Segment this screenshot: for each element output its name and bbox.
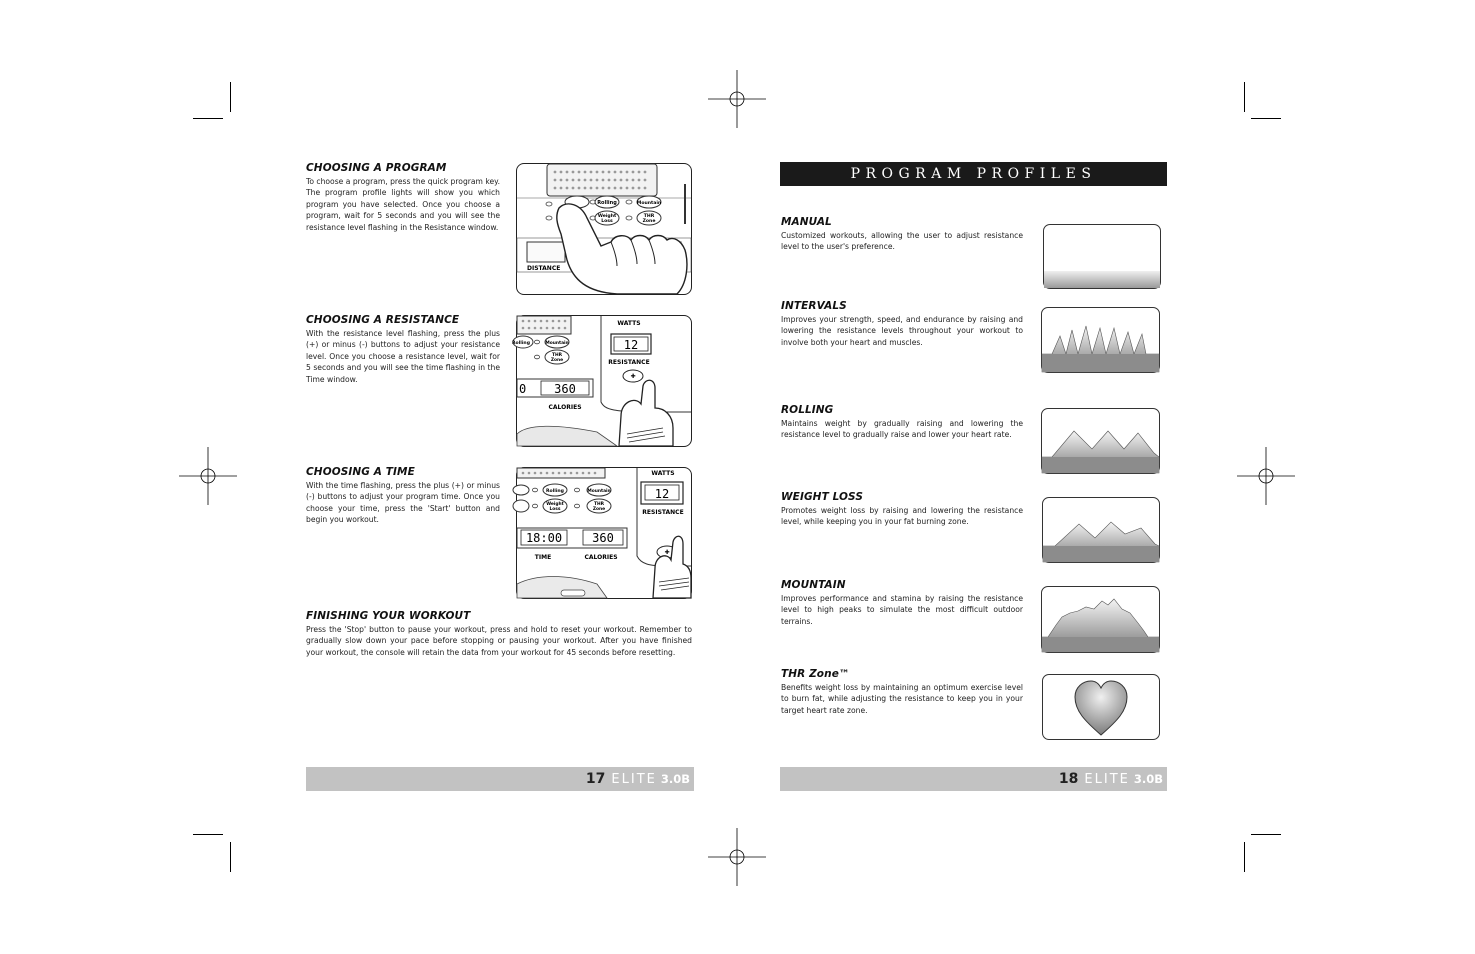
profile-heading: MOUNTAIN xyxy=(781,579,846,591)
profile-body: Improves your strength, speed, and endurance by raising and lowering the resistance levels throughout your workout to involve both your heart and muscles. xyxy=(781,315,1023,347)
weight-loss-profile-icon xyxy=(1042,497,1160,563)
console-illustration-program xyxy=(516,163,692,295)
time-label: TIME xyxy=(534,554,552,561)
registration-mark-icon xyxy=(1237,447,1295,505)
page-title: PROGRAM PROFILES xyxy=(780,162,1167,186)
profile-heading: WEIGHT LOSS xyxy=(781,491,863,503)
mountain-button-label: Mountain xyxy=(587,489,611,494)
section-choosing-time xyxy=(306,466,500,526)
watts-label: WATTS xyxy=(651,470,675,477)
footer-brand: ELITE xyxy=(611,771,657,787)
section-body: With the resistance level flashing, press the plus (+) or minus (-) buttons to adjust your resistance level. Once you choose a resistance level, wait for 5 seconds and you will see the time flashing in the Time window. xyxy=(306,329,500,384)
page-number: 18 xyxy=(1058,771,1079,787)
crop-mark xyxy=(230,842,231,872)
watts-label: WATTS xyxy=(617,320,641,327)
heart-profile-icon xyxy=(1042,674,1160,740)
profile-mountain xyxy=(781,579,1023,627)
page-number: 17 xyxy=(585,771,606,787)
profile-heading: INTERVALS xyxy=(781,300,847,312)
resistance-display: 12 xyxy=(654,487,670,501)
profile-heading: ROLLING xyxy=(781,404,834,416)
profile-intervals xyxy=(781,300,1023,348)
calories-label: CALORIES xyxy=(548,404,582,411)
zone-button-label: Zone xyxy=(592,507,606,512)
manual-profile-icon xyxy=(1043,224,1161,289)
crop-mark xyxy=(230,82,231,112)
crop-mark xyxy=(1251,118,1281,119)
crop-mark xyxy=(1244,842,1245,872)
profile-manual xyxy=(781,216,1023,253)
mountain-button-label: Mountain xyxy=(545,341,569,346)
loss-button-label: Loss xyxy=(601,219,613,224)
console-illustration-time xyxy=(516,467,692,599)
profile-body: Maintains weight by gradually raising and lowering the resistance level to gradually raise and lower your heart rate. xyxy=(781,419,1023,440)
registration-mark-icon xyxy=(708,828,766,886)
rolling-button-label: Rolling xyxy=(546,489,564,494)
section-heading: FINISHING YOUR WORKOUT xyxy=(306,610,471,622)
plus-icon: ✚ xyxy=(630,373,636,380)
loss-button-label: Loss xyxy=(549,507,561,512)
section-body: With the time flashing, press the plus (+) or minus (-) buttons to adjust your program time. Once you choose your time, press the 'Start' button and begin you workout. xyxy=(306,481,500,525)
section-heading: CHOOSING A TIME xyxy=(306,466,415,478)
left-display: 0 xyxy=(519,382,527,396)
crop-mark xyxy=(193,118,223,119)
section-body: To choose a program, press the quick program key. The program profile lights will show you which program you have selected. Once you choose a program, wait for 5 seconds and you will see the resistance level flashing in the Resistance window. xyxy=(306,177,500,232)
section-body: Press the 'Stop' button to pause your workout, press and hold to reset your workout. Remember to gradually slow down your pace before stopping or pausing your workout. After you have finished your workout, the console will retain the data from your workout for 45 seconds before resetting. xyxy=(306,625,692,657)
crop-mark xyxy=(1251,834,1281,835)
mountain-button-label: Mountain xyxy=(636,201,662,206)
crop-mark xyxy=(193,834,223,835)
thr-button-label: THR xyxy=(593,502,605,507)
zone-button-label: Zone xyxy=(642,219,656,224)
footer-model: 3.0B xyxy=(1133,772,1163,786)
distance-label: DISTANCE xyxy=(527,265,561,272)
profile-heading: MANUAL xyxy=(781,216,832,228)
calories-label: CALORIES xyxy=(584,554,618,561)
time-display: 18:00 xyxy=(525,531,563,545)
mountain-profile-icon xyxy=(1041,586,1160,653)
section-heading: CHOOSING A RESISTANCE xyxy=(306,314,460,326)
page-footer-right xyxy=(780,767,1167,791)
profile-weight-loss xyxy=(781,491,1023,528)
footer-model: 3.0B xyxy=(660,772,690,786)
weight-button-label: Weight xyxy=(597,214,617,219)
resistance-label: RESISTANCE xyxy=(642,509,684,516)
intervals-profile-icon xyxy=(1041,307,1160,373)
calories-display: 360 xyxy=(592,531,614,545)
section-choosing-program xyxy=(306,162,500,233)
crop-mark xyxy=(1244,82,1245,112)
registration-mark-icon xyxy=(179,447,237,505)
rolling-button-label: Rolling xyxy=(597,200,617,206)
resistance-display: 12 xyxy=(623,338,639,352)
page-footer-left xyxy=(306,767,694,791)
zone-button-label: Zone xyxy=(550,358,564,363)
plus-icon: ✚ xyxy=(664,549,670,556)
profile-thr-zone xyxy=(781,668,1023,716)
footer-brand: ELITE xyxy=(1084,771,1130,787)
rolling-button-label: Rolling xyxy=(512,341,530,346)
thr-button-label: THR xyxy=(643,214,655,219)
profile-body: Improves performance and stamina by raising the resistance level to high peaks to simulate the most difficult outdoor terrains. xyxy=(781,594,1023,626)
section-heading: CHOOSING A PROGRAM xyxy=(306,162,447,174)
weight-button-label: Weight xyxy=(546,502,564,507)
calories-display: 360 xyxy=(554,382,576,396)
section-choosing-resistance xyxy=(306,314,500,385)
thr-button-label: THR xyxy=(551,353,563,358)
profile-body: Promotes weight loss by raising and lowering the resistance level, while keeping you in your fat burning zone. xyxy=(781,506,1023,527)
resistance-label: RESISTANCE xyxy=(608,359,650,366)
section-finishing-workout xyxy=(306,610,692,658)
profile-body: Benefits weight loss by maintaining an optimum exercise level to burn fat, while adjusting the resistance to keep you in your target heart rate zone. xyxy=(781,683,1023,715)
console-illustration-resistance xyxy=(512,315,692,447)
rolling-profile-icon xyxy=(1041,408,1160,474)
profile-heading: THR Zone™ xyxy=(781,668,850,680)
profile-body: Customized workouts, allowing the user to adjust resistance level to the user's preference. xyxy=(781,231,1023,252)
profile-rolling xyxy=(781,404,1023,441)
registration-mark-icon xyxy=(708,70,766,128)
